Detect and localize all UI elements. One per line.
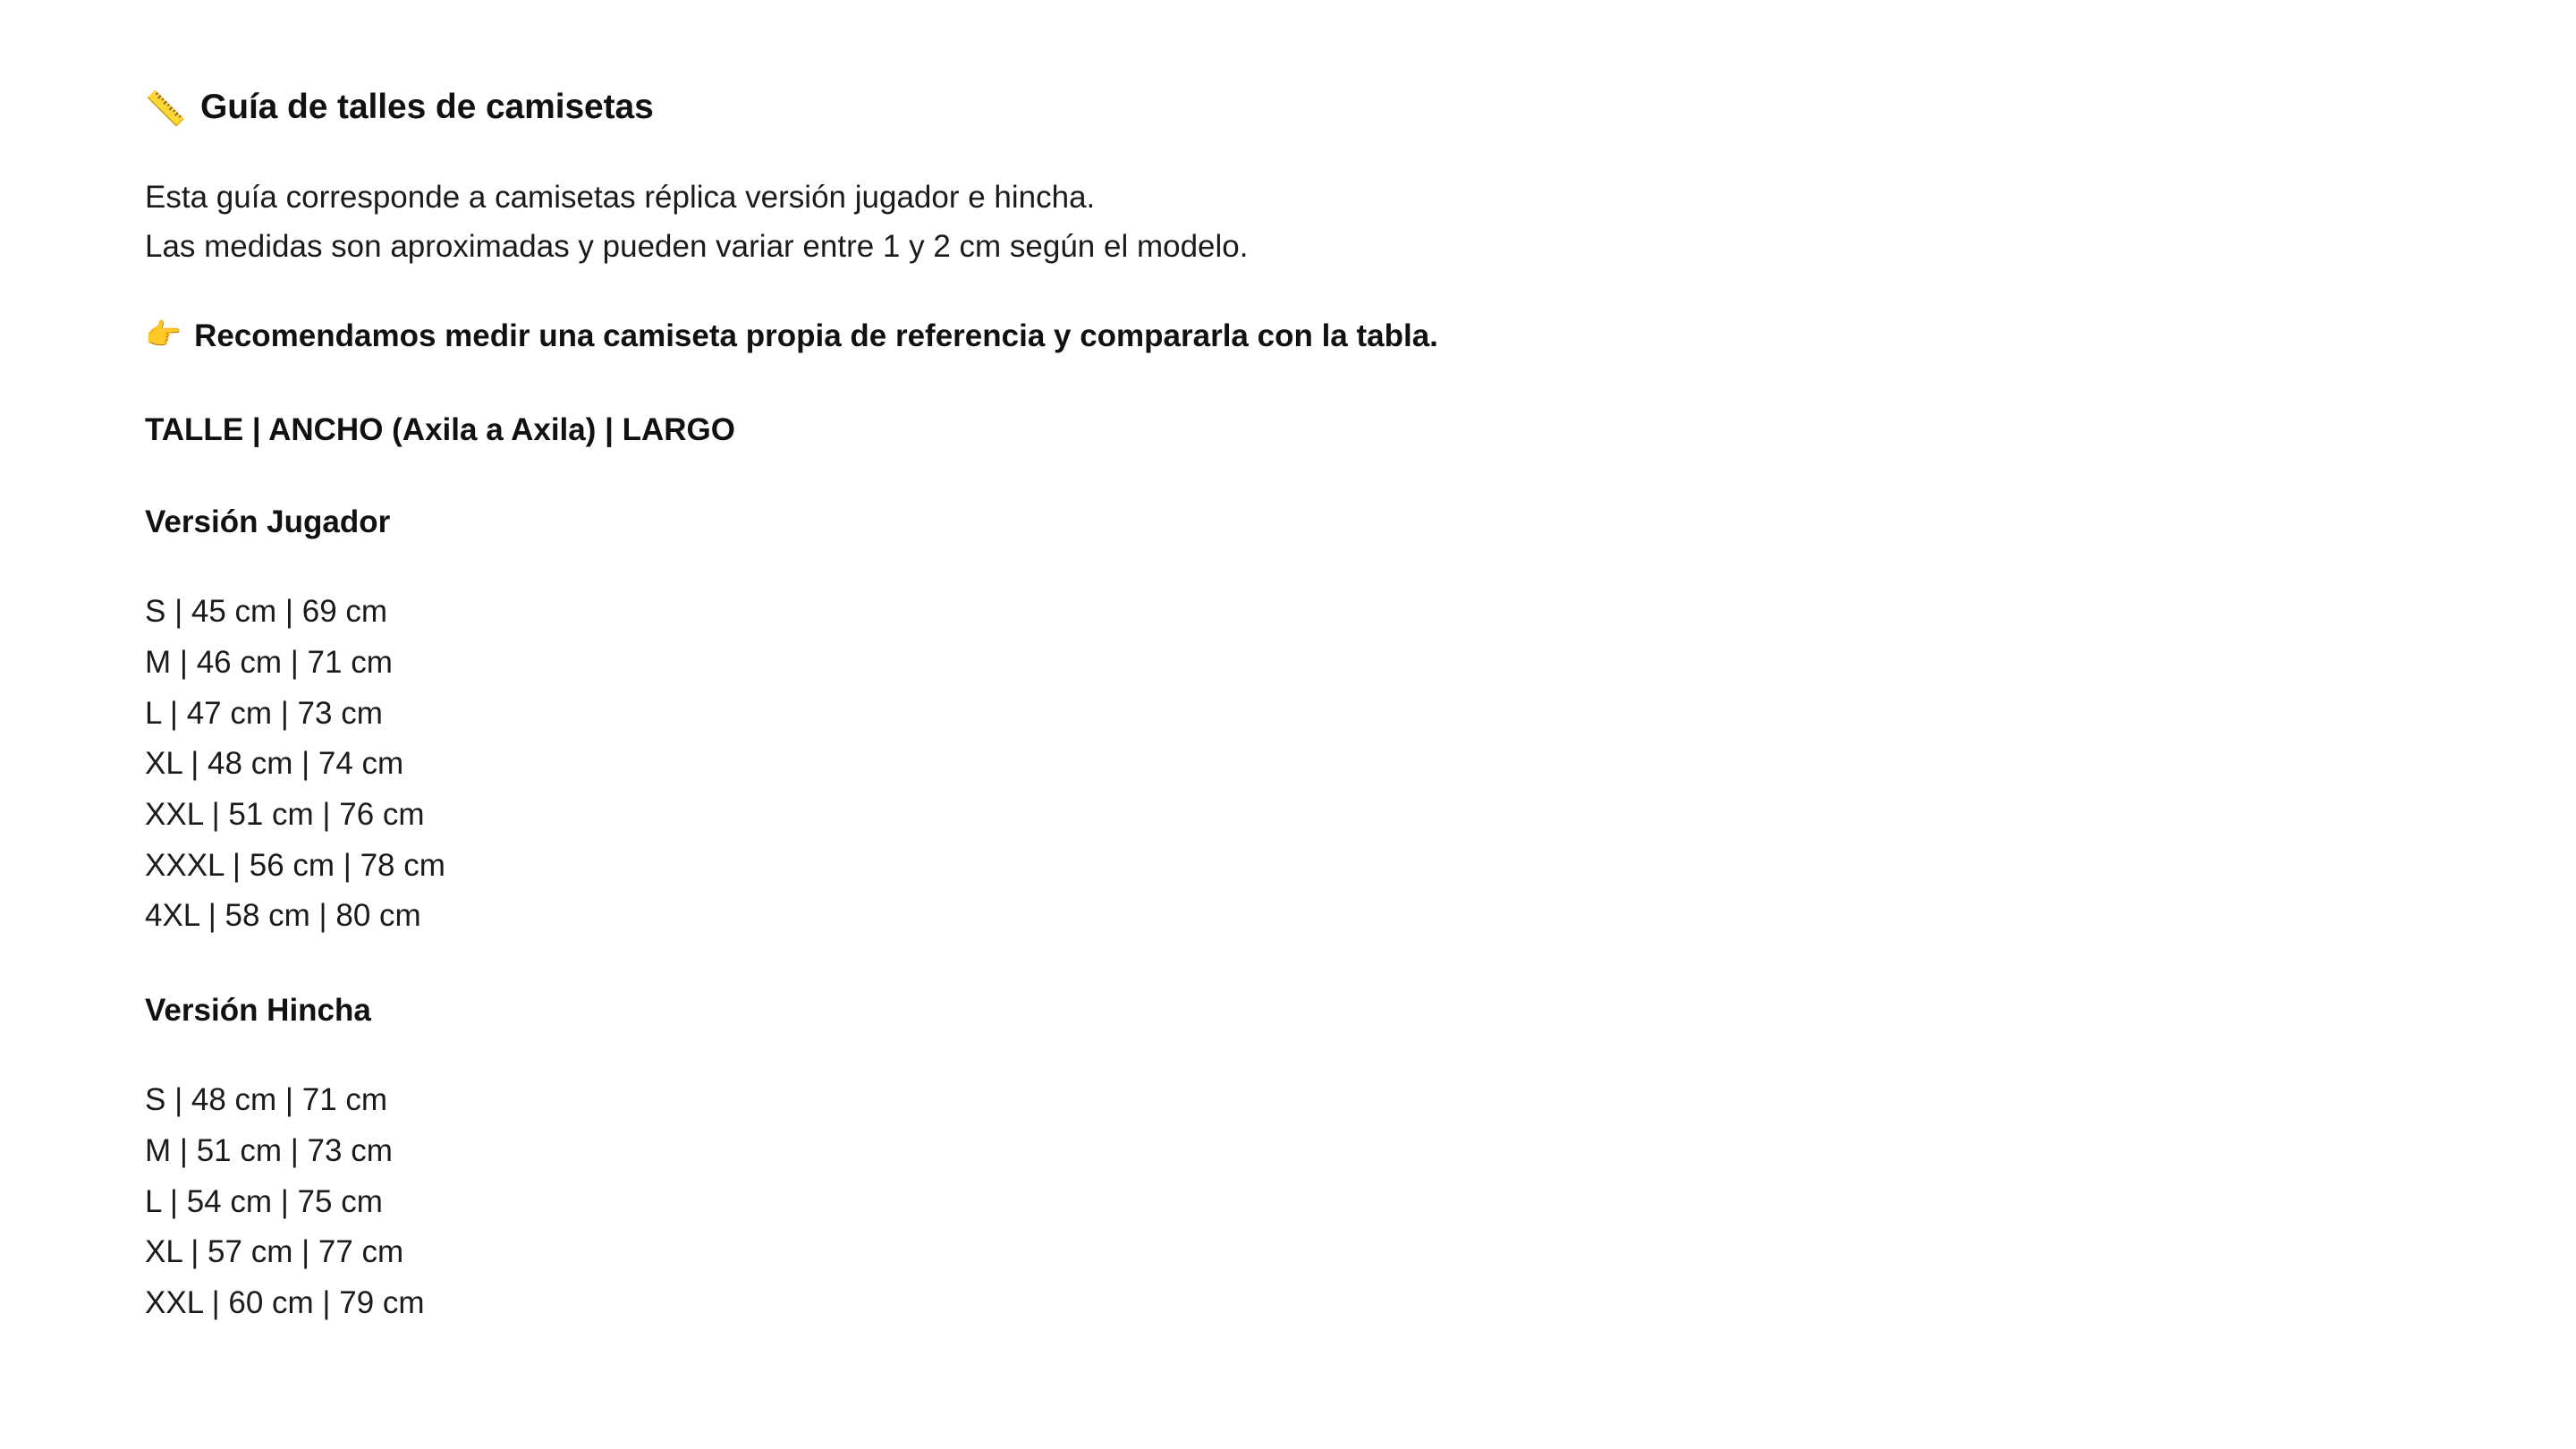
- intro-line-2: Las medidas son aproximadas y pueden variar entre 1 y 2 cm según el modelo.: [145, 229, 1249, 265]
- list-item: XL | 48 cm | 74 cm: [145, 746, 404, 782]
- intro-line-1: Esta guía corresponde a camisetas réplica versión jugador e hincha.: [145, 179, 1096, 215]
- list-item: S | 45 cm | 69 cm: [145, 594, 388, 630]
- section-version-jugador: [145, 500, 2433, 942]
- section-title: Versión Jugador: [145, 504, 391, 540]
- list-item: M | 51 cm | 73 cm: [145, 1132, 393, 1168]
- section-title: Versión Hincha: [145, 993, 371, 1029]
- column-legend: TALLE | ANCHO (Axila a Axila) | LARGO: [145, 412, 736, 448]
- recommendation-text: Recomendamos medir una camiseta propia de referencia y compararla con la tabla.: [194, 318, 1438, 354]
- page-title: [145, 86, 2433, 130]
- list-item: M | 46 cm | 71 cm: [145, 645, 393, 681]
- ruler-icon: 📏: [145, 89, 186, 127]
- section-version-hincha: [145, 988, 2433, 1328]
- list-item: XXL | 51 cm | 76 cm: [145, 797, 425, 833]
- list-item: XXXL | 56 cm | 78 cm: [145, 847, 445, 883]
- size-list-hincha: [145, 1075, 2433, 1328]
- list-item: XXL | 60 cm | 79 cm: [145, 1284, 425, 1320]
- list-item: XL | 57 cm | 77 cm: [145, 1234, 404, 1270]
- size-list-jugador: [145, 587, 2433, 942]
- list-item: 4XL | 58 cm | 80 cm: [145, 898, 421, 934]
- page-title-text: Guía de talles de camisetas: [199, 88, 654, 126]
- pointing-right-icon: 👉: [145, 318, 182, 352]
- list-item: S | 48 cm | 71 cm: [145, 1082, 388, 1118]
- recommendation-note: [145, 314, 2433, 358]
- list-item: L | 47 cm | 73 cm: [145, 695, 383, 731]
- intro-paragraph: [145, 173, 2433, 272]
- list-item: L | 54 cm | 75 cm: [145, 1183, 383, 1219]
